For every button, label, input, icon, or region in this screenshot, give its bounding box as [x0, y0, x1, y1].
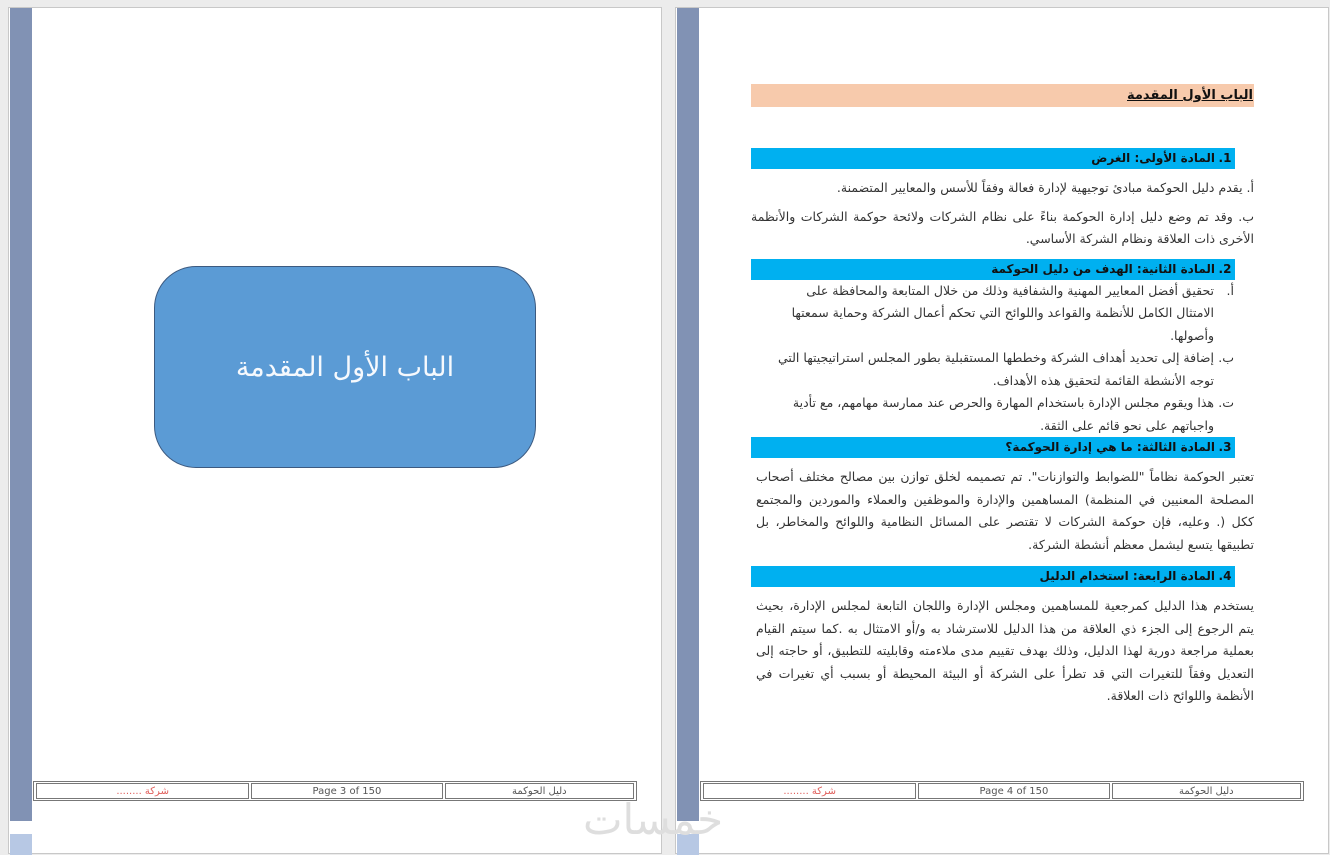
footer-company: شركة ........ [36, 783, 249, 799]
page-sidebar-stripe-lower [10, 834, 32, 855]
page-footer [33, 781, 637, 801]
footer-company: شركة ........ [703, 783, 916, 799]
section-heading-3 [751, 437, 1235, 458]
list-marker: ب. [1218, 350, 1234, 365]
list-item-text: هذا ويقوم مجلس الإدارة باستخدام المهارة والحرص عند ممارسة مهامهم، مع تأدية واجباتهم على نحو قائم على الثقة. [792, 395, 1214, 433]
paragraph: تعتبر الحوكمة نظاماً "للضوابط والتوازنات". تم تصميمه لخلق توازن بين مصالح مختلف أصحاب المصلحة المعنيين في المنظمة) المساهمين والإدارة والموظفين والعملاء والموردين والمجتمع ككل (. وعليه، فإن حوكمة الشركات لا تقتصر على المسائل النظامية واللوائح والمخاطر، بل تطبيقها يتسع ليشمل معظم أنشطة الشركة. [756, 469, 1254, 552]
document-page-4 [675, 7, 1329, 854]
paragraph: أ. يقدم دليل الحوكمة مبادئ توجيهية لإدارة فعالة وفقاً للأسس والمعايير المتضمنة. [836, 180, 1254, 195]
section-number: 4. [1218, 569, 1232, 583]
footer-page-number: Page 3 of 150 [251, 783, 442, 799]
section-heading-2 [751, 259, 1235, 280]
page-sidebar-stripe [677, 8, 699, 821]
section-heading-1 [751, 148, 1235, 169]
list-marker: أ. [1226, 282, 1234, 298]
chapter-title: الباب الأول المقدمة [751, 84, 1254, 107]
list-marker: ت. [1218, 395, 1234, 410]
list-item [771, 280, 1234, 348]
section-number: 3. [1218, 440, 1232, 454]
section-heading-text: المادة الثالثة: ما هي إدارة الحوكمة؟ [1005, 440, 1215, 454]
document-page-3 [8, 7, 662, 854]
page-sidebar-stripe [10, 8, 32, 821]
list-item [751, 392, 1234, 437]
watermark-logo: خمسات [583, 795, 724, 844]
footer-doc-title: دليل الحوكمة [445, 783, 634, 799]
paragraph: يستخدم هذا الدليل كمرجعية للمساهمين ومجلس الإدارة واللجان التابعة لمجلس الإدارة، بحيث يتم الرجوع إلى الجزء ذي العلاقة من هذا الدليل للاسترشاد به و/أو الامتثال به .كما سيتم القيام بعملية مراجعة دورية لهذا الدليل، وذلك بهدف تقييم مدى ملاءمته وقابليته للتطبيق، أو حاجته إلى التعديل وفقاً للتغيرات التي قد تطرأ على الشركة أو البيئة المحيطة أو بسبب أي تغيرات في الأنظمة واللوائح ذات العلاقة. [756, 598, 1254, 703]
page-footer [700, 781, 1304, 801]
paragraph: ب. وقد تم وضع دليل إدارة الحوكمة بناءً على نظام الشركات ولائحة حوكمة الشركات والأنظمة الأخرى ذات العلاقة ونظام الشركة الأساسي. [751, 208, 1254, 246]
section-heading-text: المادة الثانية: الهدف من دليل الحوكمة [991, 261, 1215, 276]
list-item [771, 347, 1234, 392]
chapter-title-shape[interactable] [154, 266, 536, 468]
chapter-shape-text: الباب الأول المقدمة [235, 351, 455, 383]
footer-page-number: Page 4 of 150 [918, 783, 1109, 799]
list-item-text: تحقيق أفضل المعايير المهنية والشفافية وذلك من خلال المتابعة والمحافظة على الامتثال الكامل للأنظمة والقواعد واللوائح التي تحكم أعمال الشركة وحماية سمعتها وأصولها. [791, 282, 1214, 343]
section-heading-text: المادة الأولى: الغرض [1091, 151, 1215, 165]
section-number: 2. [1218, 261, 1232, 276]
section-heading-4 [751, 566, 1235, 587]
footer-doc-title: دليل الحوكمة [1112, 783, 1301, 799]
section-heading-text: المادة الرابعة: استخدام الدليل [1039, 569, 1215, 583]
page-content [751, 84, 1254, 708]
section-number: 1. [1218, 151, 1232, 165]
list-item-text: إضافة إلى تحديد أهداف الشركة وخططها المستقبلية بطور المجلس استراتيجيتها التي توجه الأنشطة القائمة لتحقيق هذه الأهداف. [777, 350, 1214, 388]
